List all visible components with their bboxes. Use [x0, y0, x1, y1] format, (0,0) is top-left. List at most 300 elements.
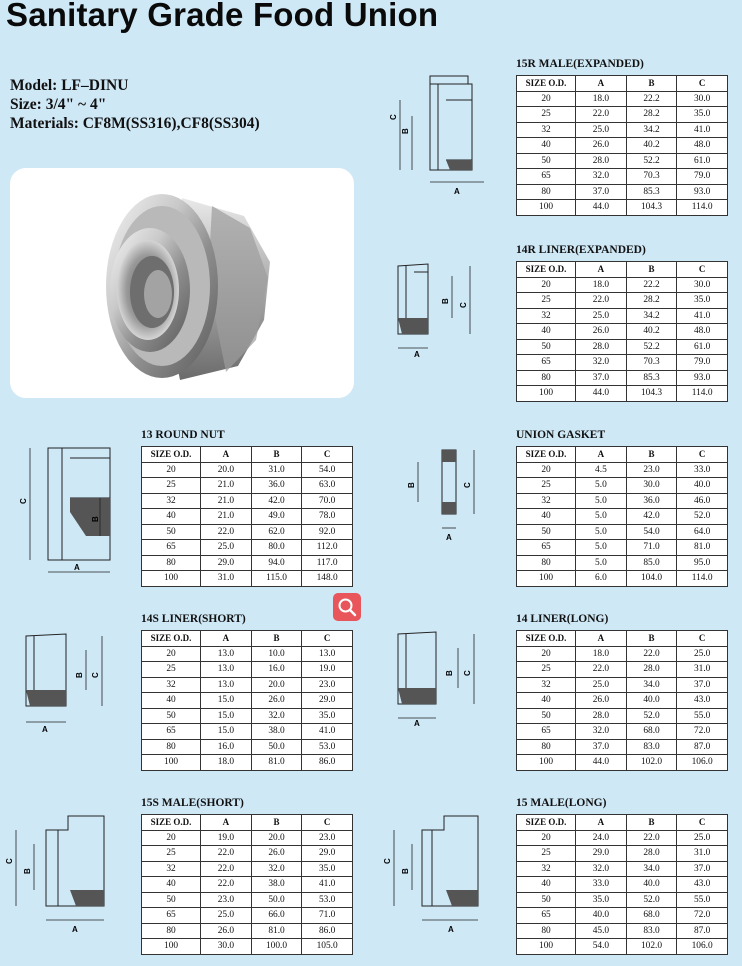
- male-15s-drawing: [5, 810, 130, 935]
- table-cell: 55.0: [677, 892, 728, 908]
- table-cell: 80: [517, 184, 576, 200]
- table-cell: 22.0: [626, 830, 677, 846]
- dimension-label-b: B: [401, 868, 410, 874]
- column-header: B: [251, 815, 302, 831]
- dimension-label-c: C: [5, 858, 14, 864]
- table-cell: 18.0: [576, 277, 627, 293]
- table-title-14r-liner: 14R LINER(EXPANDED): [516, 244, 646, 256]
- dimension-label-b: B: [75, 672, 84, 678]
- spec-table-15s-male: [141, 814, 353, 955]
- table-cell: 21.0: [201, 478, 252, 494]
- table-cell: 22.2: [626, 91, 677, 107]
- table-header-row: [517, 631, 728, 647]
- table-cell: 26.0: [251, 693, 302, 709]
- table-cell: 32: [517, 861, 576, 877]
- table-cell: 25: [142, 662, 201, 678]
- table-cell: 68.0: [626, 724, 677, 740]
- table-row: [142, 555, 353, 571]
- table-row: [517, 138, 728, 154]
- table-cell: 32: [517, 308, 576, 324]
- table-cell: 70.0: [302, 493, 353, 509]
- table-cell: 28.0: [576, 708, 627, 724]
- table-cell: 32.0: [576, 169, 627, 185]
- table-cell: 37.0: [576, 184, 627, 200]
- table-cell: 71.0: [302, 908, 353, 924]
- table-cell: 40: [142, 509, 201, 525]
- table-cell: 100: [142, 755, 201, 771]
- table-cell: 85.0: [626, 555, 677, 571]
- column-header: C: [677, 815, 728, 831]
- table-cell: 32.0: [576, 861, 627, 877]
- table-cell: 80.0: [251, 540, 302, 556]
- table-cell: 25: [517, 478, 576, 494]
- table-header-row: [142, 631, 353, 647]
- table-cell: 43.0: [677, 877, 728, 893]
- column-header: C: [677, 262, 728, 278]
- table-row: [517, 324, 728, 340]
- table-row: [142, 939, 353, 955]
- table-cell: 35.0: [302, 708, 353, 724]
- table-row: [517, 91, 728, 107]
- table-cell: 70.3: [626, 355, 677, 371]
- table-cell: 5.0: [576, 540, 627, 556]
- table-cell: 25: [517, 293, 576, 309]
- table-cell: 24.0: [576, 830, 627, 846]
- table-cell: 40.0: [626, 877, 677, 893]
- table-cell: 83.0: [626, 739, 677, 755]
- table-cell: 26.0: [576, 138, 627, 154]
- column-header: A: [576, 76, 627, 92]
- spec-table-13-round-nut: [141, 446, 353, 587]
- table-cell: 34.0: [626, 861, 677, 877]
- table-cell: 52.0: [626, 708, 677, 724]
- table-cell: 15.0: [201, 708, 252, 724]
- table-row: [517, 830, 728, 846]
- male-15-long-drawing: [383, 810, 502, 935]
- table-cell: 20: [142, 646, 201, 662]
- table-row: [517, 478, 728, 494]
- table-cell: 20.0: [251, 830, 302, 846]
- table-row: [517, 462, 728, 478]
- table-title-14s-liner: 14S LINER(SHORT): [141, 613, 246, 625]
- table-cell: 52.0: [626, 892, 677, 908]
- table-row: [142, 830, 353, 846]
- table-cell: 25.0: [576, 122, 627, 138]
- table-cell: 72.0: [677, 724, 728, 740]
- zoom-in-icon: [333, 593, 361, 621]
- table-row: [517, 846, 728, 862]
- table-cell: 100: [517, 386, 576, 402]
- table-cell: 53.0: [302, 892, 353, 908]
- table-cell: 50: [142, 892, 201, 908]
- table-cell: 93.0: [677, 370, 728, 386]
- table-cell: 86.0: [302, 755, 353, 771]
- column-header: C: [302, 815, 353, 831]
- table-header-row: [517, 76, 728, 92]
- table-cell: 44.0: [576, 200, 627, 216]
- spec-table-15r-male: [516, 75, 728, 216]
- column-header: A: [576, 631, 627, 647]
- liner-14r-drawing: [388, 258, 498, 358]
- table-cell: 95.0: [677, 555, 728, 571]
- column-header: SIZE O.D.: [517, 631, 576, 647]
- table-row: [142, 571, 353, 587]
- table-row: [517, 755, 728, 771]
- male-15r-drawing: [390, 70, 500, 200]
- table-row: [517, 200, 728, 216]
- size-line: Size: 3/4" ~ 4": [10, 96, 107, 113]
- table-cell: 102.0: [626, 939, 677, 955]
- zoom-button[interactable]: [333, 593, 361, 621]
- table-row: [517, 908, 728, 924]
- table-cell: 106.0: [677, 939, 728, 955]
- dimension-label-c: C: [389, 114, 398, 120]
- column-header: C: [302, 631, 353, 647]
- table-cell: 25: [517, 662, 576, 678]
- table-cell: 5.0: [576, 524, 627, 540]
- table-cell: 25.0: [576, 677, 627, 693]
- table-cell: 41.0: [302, 724, 353, 740]
- table-cell: 44.0: [576, 386, 627, 402]
- table-cell: 66.0: [251, 908, 302, 924]
- table-row: [142, 739, 353, 755]
- table-cell: 31.0: [677, 846, 728, 862]
- table-row: [142, 846, 353, 862]
- table-cell: 104.3: [626, 386, 677, 402]
- table-cell: 114.0: [677, 386, 728, 402]
- table-cell: 32.0: [251, 861, 302, 877]
- table-cell: 50.0: [251, 892, 302, 908]
- table-header-row: [517, 262, 728, 278]
- table-cell: 5.0: [576, 493, 627, 509]
- table-row: [142, 908, 353, 924]
- table-cell: 15.0: [201, 724, 252, 740]
- table-title-13-round-nut: 13 ROUND NUT: [141, 429, 225, 441]
- table-cell: 35.0: [576, 892, 627, 908]
- product-specs: [10, 76, 260, 133]
- table-cell: 32.0: [251, 708, 302, 724]
- table-cell: 40: [517, 324, 576, 340]
- table-cell: 100: [517, 200, 576, 216]
- column-header: B: [626, 262, 677, 278]
- table-row: [142, 509, 353, 525]
- table-row: [142, 724, 353, 740]
- column-header: C: [677, 447, 728, 463]
- table-cell: 25.0: [677, 646, 728, 662]
- table-cell: 54.0: [626, 524, 677, 540]
- column-header: A: [576, 447, 627, 463]
- table-cell: 80: [517, 739, 576, 755]
- table-row: [517, 555, 728, 571]
- table-cell: 92.0: [302, 524, 353, 540]
- spec-table-14r-liner: [516, 261, 728, 402]
- table-row: [142, 646, 353, 662]
- column-header: SIZE O.D.: [517, 262, 576, 278]
- column-header: SIZE O.D.: [517, 447, 576, 463]
- union-fitting-image: [12, 170, 352, 396]
- table-cell: 19.0: [201, 830, 252, 846]
- table-cell: 50: [517, 339, 576, 355]
- page-title: Sanitary Grade Food Union: [6, 0, 439, 33]
- table-row: [517, 677, 728, 693]
- table-cell: 20: [517, 277, 576, 293]
- table-cell: 22.0: [201, 861, 252, 877]
- table-cell: 30.0: [201, 939, 252, 955]
- table-cell: 44.0: [576, 755, 627, 771]
- column-header: A: [201, 631, 252, 647]
- table-cell: 19.0: [302, 662, 353, 678]
- table-cell: 20: [142, 830, 201, 846]
- table-cell: 83.0: [626, 923, 677, 939]
- table-cell: 78.0: [302, 509, 353, 525]
- table-cell: 94.0: [251, 555, 302, 571]
- table-cell: 65: [142, 908, 201, 924]
- table-cell: 114.0: [677, 200, 728, 216]
- table-cell: 20: [517, 462, 576, 478]
- table-cell: 100: [517, 571, 576, 587]
- table-row: [142, 493, 353, 509]
- table-cell: 81.0: [251, 923, 302, 939]
- column-header: A: [201, 447, 252, 463]
- table-cell: 80: [142, 555, 201, 571]
- dimension-label-c: C: [459, 302, 468, 308]
- table-row: [517, 939, 728, 955]
- table-cell: 54.0: [302, 462, 353, 478]
- table-row: [517, 169, 728, 185]
- column-header: A: [201, 815, 252, 831]
- table-cell: 40: [517, 138, 576, 154]
- table-row: [517, 293, 728, 309]
- table-cell: 65: [142, 724, 201, 740]
- liner-14s-drawing: [18, 630, 128, 740]
- table-cell: 65: [517, 908, 576, 924]
- table-row: [517, 571, 728, 587]
- column-header: A: [576, 262, 627, 278]
- table-cell: 36.0: [626, 493, 677, 509]
- table-cell: 65: [517, 355, 576, 371]
- table-cell: 25: [142, 846, 201, 862]
- table-cell: 85.3: [626, 370, 677, 386]
- table-cell: 31.0: [251, 462, 302, 478]
- dimension-label-b: B: [407, 482, 416, 488]
- table-cell: 100: [517, 939, 576, 955]
- column-header: SIZE O.D.: [142, 447, 201, 463]
- table-row: [142, 708, 353, 724]
- table-cell: 41.0: [302, 877, 353, 893]
- column-header: SIZE O.D.: [517, 76, 576, 92]
- table-cell: 100: [517, 755, 576, 771]
- table-header-row: [142, 815, 353, 831]
- table-cell: 28.0: [626, 846, 677, 862]
- table-title-14-liner-long: 14 LINER(LONG): [516, 613, 609, 625]
- table-cell: 15.0: [201, 693, 252, 709]
- table-row: [517, 724, 728, 740]
- table-row: [517, 493, 728, 509]
- table-cell: 64.0: [677, 524, 728, 540]
- table-cell: 30.0: [677, 277, 728, 293]
- table-cell: 4.5: [576, 462, 627, 478]
- table-cell: 34.2: [626, 122, 677, 138]
- table-row: [142, 677, 353, 693]
- dimension-label-a: A: [448, 925, 454, 934]
- table-cell: 6.0: [576, 571, 627, 587]
- table-row: [142, 662, 353, 678]
- table-cell: 72.0: [677, 908, 728, 924]
- column-header: B: [626, 631, 677, 647]
- table-cell: 29.0: [576, 846, 627, 862]
- table-row: [142, 877, 353, 893]
- dimension-label-c: C: [91, 672, 100, 678]
- table-cell: 26.0: [201, 923, 252, 939]
- table-cell: 87.0: [677, 739, 728, 755]
- table-cell: 18.0: [576, 91, 627, 107]
- column-header: B: [251, 447, 302, 463]
- table-cell: 48.0: [677, 138, 728, 154]
- table-cell: 21.0: [201, 493, 252, 509]
- table-cell: 5.0: [576, 478, 627, 494]
- table-cell: 115.0: [251, 571, 302, 587]
- table-row: [517, 355, 728, 371]
- table-title-15r-male: 15R MALE(EXPANDED): [516, 58, 644, 70]
- table-row: [517, 861, 728, 877]
- table-cell: 10.0: [251, 646, 302, 662]
- table-cell: 54.0: [576, 939, 627, 955]
- table-cell: 20: [142, 462, 201, 478]
- table-cell: 32.0: [576, 355, 627, 371]
- table-cell: 49.0: [251, 509, 302, 525]
- table-cell: 70.3: [626, 169, 677, 185]
- table-cell: 34.2: [626, 308, 677, 324]
- table-cell: 102.0: [626, 755, 677, 771]
- dimension-label-c: C: [383, 858, 392, 864]
- table-cell: 18.0: [201, 755, 252, 771]
- table-cell: 50: [517, 708, 576, 724]
- column-header: SIZE O.D.: [142, 631, 201, 647]
- table-cell: 50: [142, 524, 201, 540]
- table-cell: 80: [517, 923, 576, 939]
- table-cell: 28.2: [626, 107, 677, 123]
- table-title-15s-male: 15S MALE(SHORT): [141, 797, 244, 809]
- model-line: Model: LF–DINU: [10, 77, 129, 94]
- table-cell: 18.0: [576, 646, 627, 662]
- table-cell: 40.0: [677, 478, 728, 494]
- table-cell: 29.0: [201, 555, 252, 571]
- table-cell: 29.0: [302, 846, 353, 862]
- table-cell: 112.0: [302, 540, 353, 556]
- table-cell: 13.0: [201, 646, 252, 662]
- table-cell: 43.0: [677, 693, 728, 709]
- table-cell: 28.2: [626, 293, 677, 309]
- table-row: [517, 386, 728, 402]
- column-header: SIZE O.D.: [517, 815, 576, 831]
- table-cell: 32: [517, 122, 576, 138]
- spec-table-15-male-long: [516, 814, 728, 955]
- table-cell: 37.0: [576, 739, 627, 755]
- table-row: [142, 462, 353, 478]
- dimension-label-a: A: [42, 725, 48, 734]
- table-cell: 35.0: [302, 861, 353, 877]
- table-cell: 50: [517, 153, 576, 169]
- table-cell: 65: [142, 540, 201, 556]
- table-cell: 61.0: [677, 153, 728, 169]
- table-cell: 71.0: [626, 540, 677, 556]
- table-cell: 5.0: [576, 509, 627, 525]
- table-cell: 22.2: [626, 277, 677, 293]
- table-cell: 31.0: [201, 571, 252, 587]
- table-cell: 55.0: [677, 708, 728, 724]
- table-row: [517, 877, 728, 893]
- dimension-label-b: B: [91, 516, 100, 522]
- table-cell: 36.0: [251, 478, 302, 494]
- table-cell: 40.0: [576, 908, 627, 924]
- table-cell: 22.0: [576, 293, 627, 309]
- table-title-15-male-long: 15 MALE(LONG): [516, 797, 607, 809]
- spec-table-14s-liner: [141, 630, 353, 771]
- table-row: [517, 739, 728, 755]
- table-cell: 23.0: [201, 892, 252, 908]
- table-row: [517, 540, 728, 556]
- table-cell: 48.0: [677, 324, 728, 340]
- table-row: [517, 153, 728, 169]
- table-cell: 42.0: [626, 509, 677, 525]
- table-header-row: [517, 815, 728, 831]
- table-row: [517, 524, 728, 540]
- table-cell: 100.0: [251, 939, 302, 955]
- table-cell: 86.0: [302, 923, 353, 939]
- column-header: C: [302, 447, 353, 463]
- table-cell: 41.0: [677, 122, 728, 138]
- table-cell: 80: [517, 555, 576, 571]
- table-cell: 26.0: [576, 693, 627, 709]
- table-cell: 32: [142, 677, 201, 693]
- table-cell: 117.0: [302, 555, 353, 571]
- dimension-label-b: B: [401, 128, 410, 134]
- table-cell: 22.0: [626, 646, 677, 662]
- table-cell: 80: [142, 739, 201, 755]
- dimension-label-c: C: [463, 670, 472, 676]
- table-cell: 106.0: [677, 755, 728, 771]
- table-cell: 63.0: [302, 478, 353, 494]
- column-header: B: [626, 76, 677, 92]
- table-cell: 28.0: [626, 662, 677, 678]
- table-header-row: [517, 447, 728, 463]
- table-cell: 105.0: [302, 939, 353, 955]
- table-cell: 22.0: [201, 877, 252, 893]
- table-cell: 25: [517, 107, 576, 123]
- table-row: [517, 308, 728, 324]
- table-cell: 22.0: [576, 662, 627, 678]
- table-cell: 30.0: [626, 478, 677, 494]
- table-cell: 50: [517, 892, 576, 908]
- table-cell: 40.2: [626, 324, 677, 340]
- dimension-label-a: A: [454, 187, 460, 196]
- table-cell: 32: [142, 861, 201, 877]
- table-cell: 20: [517, 830, 576, 846]
- table-cell: 40.0: [626, 693, 677, 709]
- table-cell: 22.0: [576, 107, 627, 123]
- table-cell: 20.0: [201, 462, 252, 478]
- table-cell: 81.0: [251, 755, 302, 771]
- table-row: [142, 923, 353, 939]
- table-cell: 65: [517, 540, 576, 556]
- table-header-row: [142, 447, 353, 463]
- table-row: [517, 662, 728, 678]
- table-cell: 42.0: [251, 493, 302, 509]
- table-cell: 29.0: [302, 693, 353, 709]
- table-row: [517, 708, 728, 724]
- product-photo: [10, 168, 354, 398]
- table-row: [517, 509, 728, 525]
